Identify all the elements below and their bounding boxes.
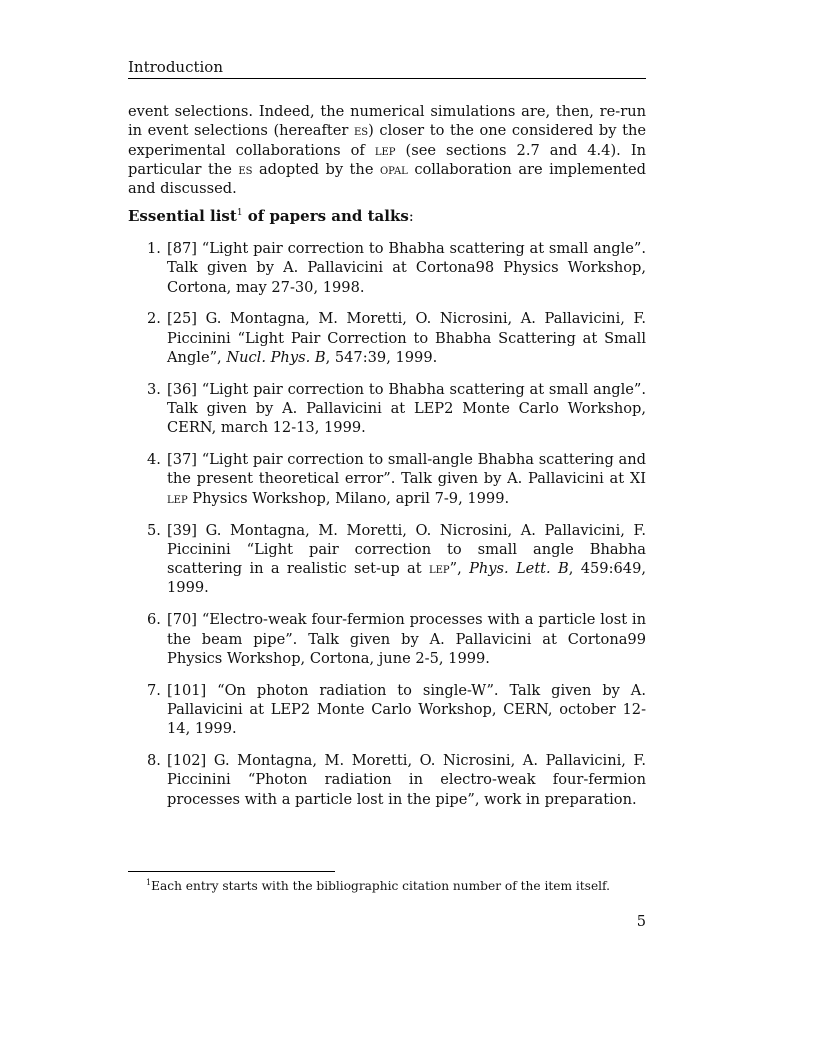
list-item: 1. [87] “Light pair correction to Bhabha scattering at small angle”. Talk given by A. Pallavicini at Cortona98 Physics Workshop, Cortona, may 27-30, 1998. [147, 240, 646, 296]
intro-paragraph: event selections. Indeed, the numerical simulations are, then, re-run in event selections (hereafter es) closer to the one considered by the experimental collaborations of lep (see sections 2.7 and 4.4). In particular the es adopted by the opal collaboration are implemented and discussed. [128, 103, 646, 198]
list-item: 8. [102] G. Montagna, M. Moretti, O. Nicrosini, A. Pallavicini, F. Piccinini “Photon radiation in electro-weak four-fermion processes with a particle lost in the pipe”, work in preparation. [147, 752, 646, 808]
list-item: 7. [101] “On photon radiation to single-W”. Talk given by A. Pallavicini at LEP2 Monte Carlo Workshop, CERN, october 12-14, 1999. [147, 681, 646, 738]
section-heading: Essential list$^1$ of papers and talks: [128, 207, 414, 225]
footnote: $^1$Each entry starts with the bibliographic citation number of the item itself. [146, 878, 610, 894]
list-item: 3. [36] “Light pair correction to Bhabha scattering at small angle”. Talk given by A. Pallavicini at LEP2 Monte Carlo Workshop, CERN, march 12-13, 1999. [147, 380, 646, 437]
papers-list [128, 239, 646, 821]
list-item: 6. [70] “Electro-weak four-fermion processes with a particle lost in the beam pipe”. Talk given by A. Pallavicini at Cortona99 Physics Workshop, Cortona, june 2-5, 1999. [147, 611, 646, 667]
running-header: Introduction [128, 58, 646, 79]
list-item: 4. [37] “Light pair correction to small-angle Bhabha scattering and the present theoretical error”. Talk given by A. Pallavicini at XI lep Physics Workshop, Milano, april 7-9, 1999. [147, 451, 646, 507]
list-item: 5. [39] G. Montagna, M. Moretti, O. Nicrosini, A. Pallavicini, F. Piccinini “Light pair correction to small angle Bhabha scattering in a realistic set-up at lep”, Phys. Lett. B, 459:649, 1999. [147, 521, 646, 597]
list-item: 2. [25] G. Montagna, M. Moretti, O. Nicrosini, A. Pallavicini, F. Piccinini “Light Pair Correction to Bhabha Scattering at Small Angle”, Nucl. Phys. B, 547:39, 1999. [147, 310, 646, 366]
footnote-marker: 1 [236, 208, 243, 218]
footnote-divider [128, 871, 335, 872]
page-number: 5 [636, 913, 646, 930]
